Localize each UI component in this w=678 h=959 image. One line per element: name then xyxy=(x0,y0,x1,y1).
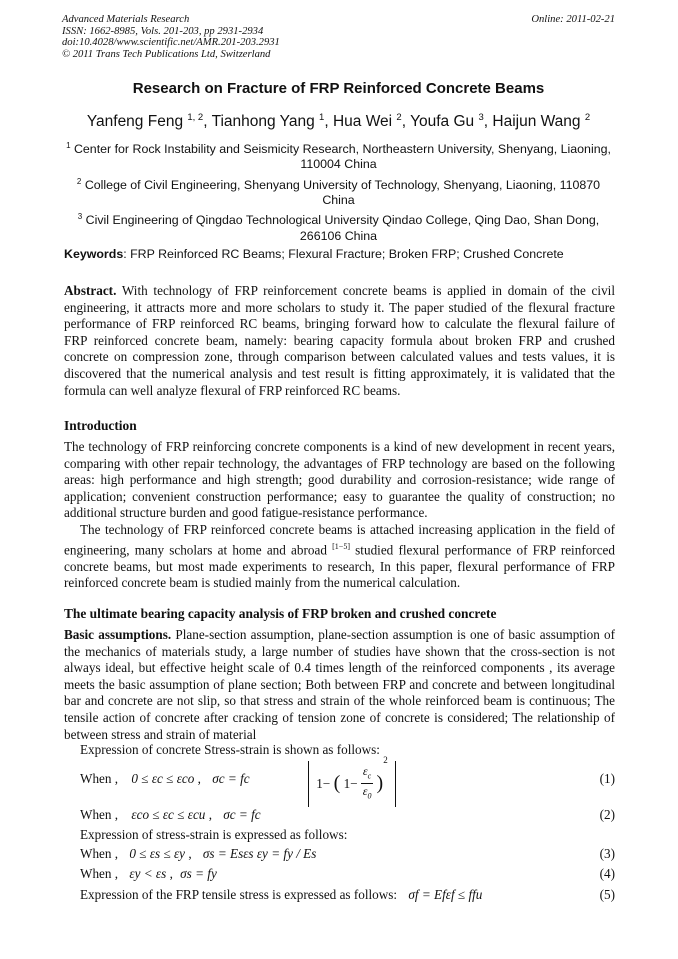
assumptions-paragraph: Basic assumptions. Plane-section assumption, plane-section assumption is one of basic assumption of the mechanics of materials study, a large number of studies have shown that the cross-section is not always ideal, but effective height scale of 0.4 times length of the reinforced components , its average meets the basic assumption of plane section; Both between FRP and concrete and between longitudinal bar and concrete are not slip, so that stress and strain of the whole reinforced beam is continuous; The tensile action of concrete after cracking of tension zone of concrete is considered; The relationship of between stress and strain of material xyxy=(64,627,615,742)
paper-title: Research on Fracture of FRP Reinforced Concrete Beams xyxy=(132,80,545,97)
affiliation: $^3$ Civil Engineering of Qingdao Technological University Qindao College, Qing Dao, Shan Dong, 266106 China xyxy=(77,212,600,243)
abstract-text: With technology of FRP reinforcement concrete beams is applied in domain of the civil engineering, it attracts more and more scholars to study it. The paper studied of the flexural fracture performance of FRP reinforced RC beams, bringing forward how to calculate the flexural failure of FRP reinforced concrete beam, namely: bearing capacity formula about broken FRP and crushed concrete on compression zone, through comparison between calculated values and tests values, it is discovered that the numerical analysis and test result is fitting approximately, it is validated that the formula can well analyze flexural of FRP reinforced RC beams. xyxy=(64,283,615,398)
author-sup: 1 xyxy=(319,112,325,123)
copyright-line: © 2011 Trans Tech Publications Ltd, Switzerland xyxy=(62,48,271,60)
equation-number: (3) xyxy=(599,846,615,861)
expression-line: Expression of stress-strain is expressed as follows: xyxy=(80,827,348,842)
introduction-heading: Introduction xyxy=(64,418,137,433)
keywords-label: Keywords xyxy=(64,247,124,261)
doi-line: doi:10.4028/www.scientific.net/AMR.201-203.2931 xyxy=(62,37,280,49)
equation-bracket: 1− ( 1− $\frac{\varepsilon_c}{\varepsilon_0}$ )$^2$ xyxy=(308,755,396,805)
author-sup: 2 xyxy=(396,112,402,123)
introduction-body xyxy=(64,439,615,592)
affiliation: $^2$ College of Civil Engineering, Shenyang University of Technology, Shenyang, Liaoning, 110870 China xyxy=(76,176,601,208)
author-name: Youfa Gu xyxy=(410,113,475,131)
author-sup: 3 xyxy=(478,112,484,123)
equation-3: When , 0 ≤ εs ≤ εy , σs = Esεs εy = fy / Es (3) xyxy=(80,846,615,861)
abstract-label: Abstract. xyxy=(64,283,117,298)
equation-5: Expression of the FRP tensile stress is expressed as follows: σf = Efεf ≤ ffu (5) xyxy=(80,887,615,902)
equation-condition: 0 ≤ εc ≤ εco xyxy=(131,771,195,786)
author-list: Yanfeng Feng $^{1, 2}$, Tianhong Yang $^1$, Hua Wei $^2$, Youfa Gu $^3$, Haijun Wang $^2$ xyxy=(86,112,591,131)
keywords xyxy=(64,247,616,261)
equation-1: When , 0 ≤ εc ≤ εco , σc = fc 1− ( 1− $\frac{\varepsilon_c}{\varepsilon_0}$ )$^2$ (1) xyxy=(80,753,615,807)
strain-fraction: $\frac{\varepsilon_c}{\varepsilon_0}$ xyxy=(362,764,372,801)
equation-number: (2) xyxy=(599,807,615,822)
equation-4: When , εy < εs , σs = fy (4) xyxy=(80,866,615,881)
section-heading: The ultimate bearing capacity analysis of FRP broken and crushed concrete xyxy=(64,606,497,621)
affiliation: $^1$ Center for Rock Instability and Seismicity Research, Northeastern University, Shenyang, Liaoning, 110004 China xyxy=(66,141,611,172)
keywords-text: : FRP Reinforced RC Beams; Flexural Fracture; Broken FRP; Crushed Concrete xyxy=(123,247,564,261)
author-name: Yanfeng Feng xyxy=(86,113,184,131)
journal-header xyxy=(62,14,615,60)
paragraph: The technology of FRP reinforced concrete beams is attached increasing application in the field of engineering, many scholars at home and abroad [1−5] studied flexural performance of FRP reinforced concrete beams, but most made experiments to research, In this paper, flexural performance of FRP reinforced concrete beam is studied mainly from the numerical calculation. xyxy=(64,521,615,591)
journal-name: Advanced Materials Research xyxy=(62,14,190,25)
author-sup: 1, 2 xyxy=(187,112,204,123)
abstract xyxy=(64,283,615,399)
author-name: Haijun Wang xyxy=(492,113,581,131)
expression-line: Expression of concrete Stress-strain is shown as follows: xyxy=(80,742,380,757)
equation-2: When , εco ≤ εc ≤ εcu , σc = fc (2) xyxy=(80,807,615,822)
affiliations xyxy=(62,138,615,245)
author-name: Tianhong Yang xyxy=(211,113,315,131)
author-name: Hua Wei xyxy=(332,113,393,131)
equation-number: (1) xyxy=(599,771,615,786)
issn-line: ISSN: 1662-8985, Vols. 201-203, pp 2931-2934 xyxy=(62,25,264,37)
equation-lhs: σc = fc xyxy=(212,771,250,786)
author-sup: 2 xyxy=(584,112,591,123)
equation-number: (5) xyxy=(599,887,615,902)
assumptions-label: Basic assumptions. xyxy=(64,627,172,642)
citation: [1−5] xyxy=(332,541,350,551)
online-date: Online: 2011-02-21 xyxy=(531,14,615,25)
paragraph: The technology of FRP reinforcing concrete components is a kind of new development in recent years, comparing with other repair technology, the advantages of FRP technology are based on the following areas: high performance and high strength; good durability and corrosion-resistance; wide range of application; convenient construction performance; easy to guarantee the quality of construction; no additional structure burden and good fatigue-resistance performance. xyxy=(64,439,615,521)
equation-number: (4) xyxy=(599,866,615,881)
